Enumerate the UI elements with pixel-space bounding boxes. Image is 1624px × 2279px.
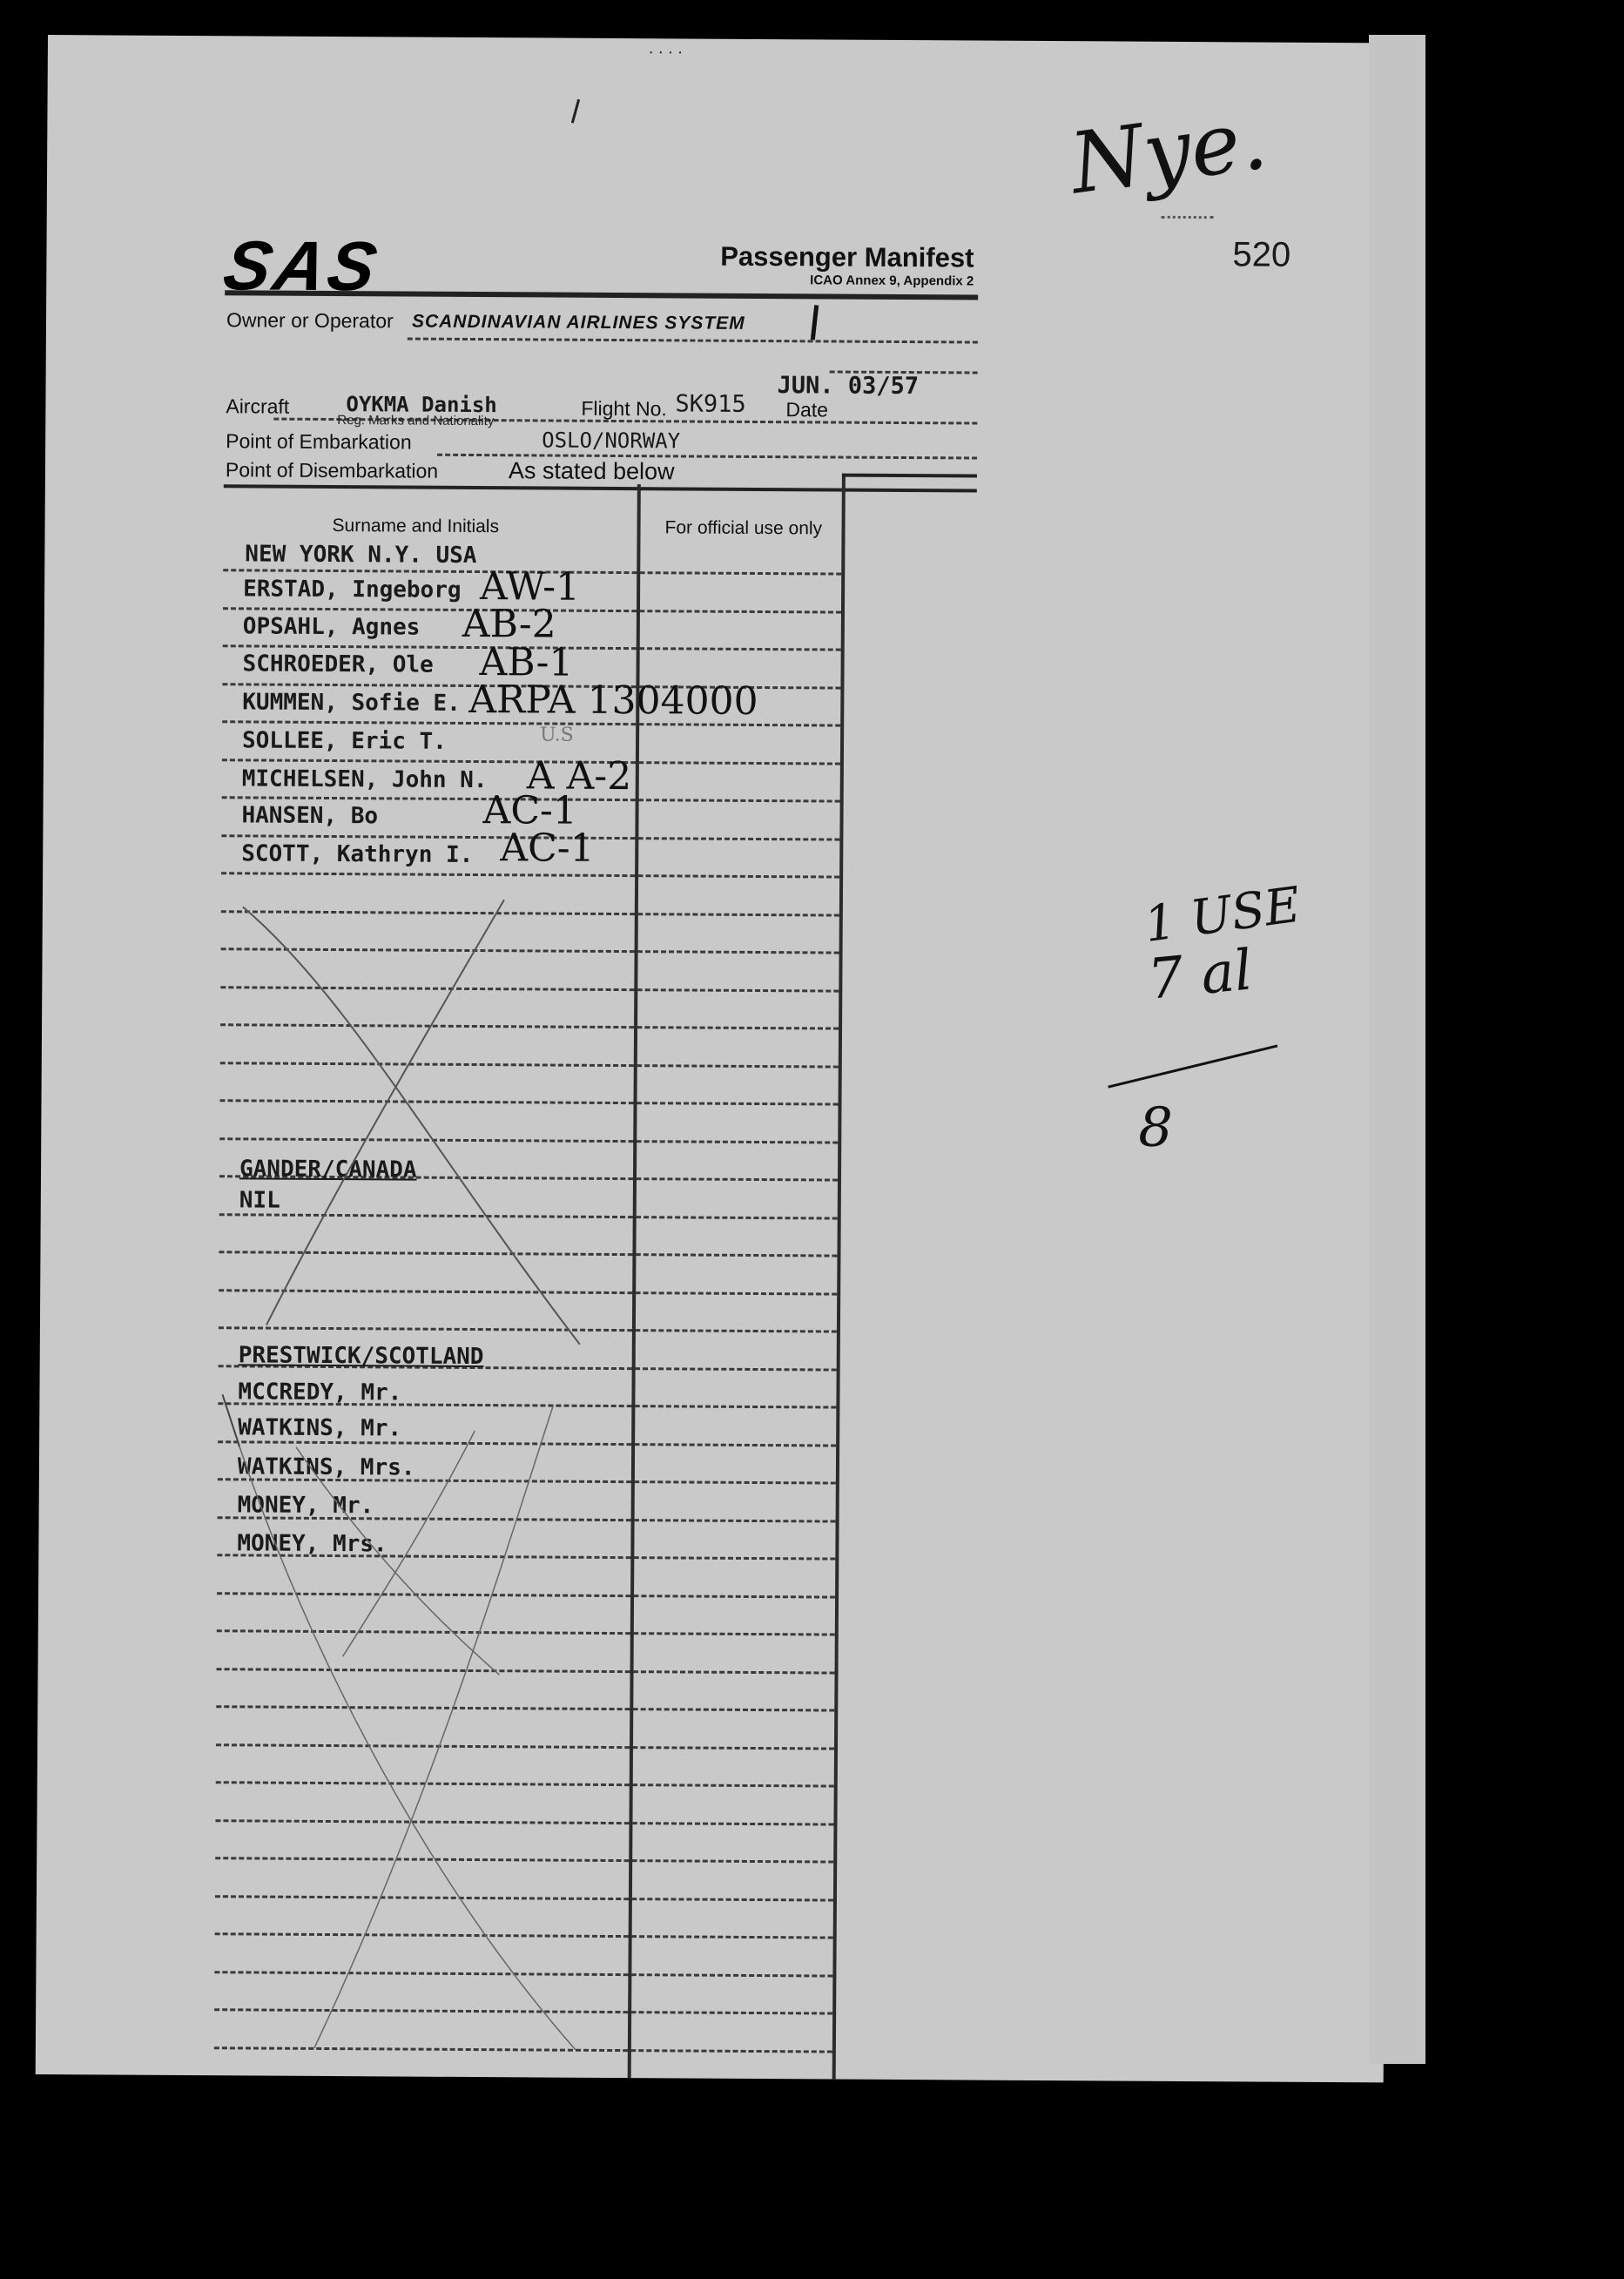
- manifest-title: Passenger Manifest: [720, 240, 974, 273]
- ruled-lines: [48, 35, 1396, 43]
- disembark-value: As stated below: [508, 457, 675, 485]
- passenger-row: MICHELSEN, John N.: [241, 765, 488, 794]
- reg-label: Reg. Marks and Nationality: [337, 413, 495, 429]
- table-top-rule: [224, 484, 977, 492]
- destination-prestwick: PRESTWICK/SCOTLAND: [238, 1342, 484, 1371]
- manifest-subtitle: ICAO Annex 9, Appendix 2: [810, 273, 974, 289]
- owner-rule: [408, 338, 978, 344]
- passenger-row: ERSTAD, Ingeborg: [243, 576, 462, 603]
- cross-out-marks: [210, 889, 652, 2076]
- col-header-names: Surname and Initials: [332, 516, 500, 537]
- col-header-official: For official use only: [664, 517, 823, 539]
- stray-marks: . . . .: [648, 38, 683, 58]
- page-number: 520: [1232, 235, 1291, 274]
- aircraft-label: Aircraft: [226, 394, 290, 418]
- handwritten-note: AC-1: [482, 788, 578, 833]
- handwritten-note: AB-1: [479, 640, 574, 685]
- passenger-row: MONEY, Mr.: [237, 1492, 374, 1520]
- aircraft-value: OYKMA Danish: [346, 392, 497, 418]
- handwritten-note: AB-2: [462, 601, 556, 647]
- embark-label: Point of Embarkation: [226, 429, 412, 454]
- owner-stroke: [811, 305, 819, 340]
- flight-value: SK915: [675, 390, 746, 418]
- passenger-row: OPSAHL, Agnes: [242, 613, 421, 641]
- owner-value: SCANDINAVIAN AIRLINES SYSTEM: [411, 311, 745, 334]
- handwritten-note: ARPA 1304000: [468, 677, 758, 724]
- passenger-row: MCCREDY, Mr.: [238, 1379, 402, 1406]
- side-note-total: 8: [1138, 1095, 1174, 1159]
- embark-value: OSLO/NORWAY: [542, 428, 681, 454]
- column-divider-2: [832, 474, 846, 2080]
- sas-logo: SAS: [218, 226, 387, 306]
- passenger-row: MONEY, Mrs.: [237, 1530, 387, 1558]
- passenger-row: SOLLEE, Eric T.: [241, 727, 447, 755]
- passenger-row: WATKINS, Mr.: [238, 1414, 402, 1442]
- side-note-line1: 1 USE: [1141, 876, 1304, 954]
- side-note-rule: [1108, 1044, 1277, 1088]
- handwritten-note: U.S: [540, 724, 574, 746]
- date-label: Date: [785, 398, 829, 421]
- destination-new-york: NEW YORK N.Y. USA: [245, 541, 477, 570]
- passenger-row: SCOTT, Kathryn I.: [241, 840, 474, 869]
- official-box-top: [842, 474, 977, 478]
- page-edge-shadow: [1369, 35, 1425, 2064]
- passenger-row: SCHROEDER, Ole: [242, 651, 434, 678]
- manifest-sheet: [36, 35, 1396, 2082]
- passenger-row: HANSEN, Bo: [241, 802, 379, 830]
- owner-label: Owner or Operator: [226, 308, 394, 333]
- stray-stroke: [571, 99, 580, 124]
- corner-note: Nye.: [1064, 90, 1273, 213]
- flight-label: Flight No.: [581, 396, 667, 421]
- table-rule: [221, 872, 839, 878]
- date-value: JUN. 03/57: [777, 372, 920, 401]
- handwritten-note: AC-1: [500, 826, 595, 871]
- destination-gander: GANDER/CANADA: [239, 1156, 417, 1183]
- passenger-row: WATKINS, Mrs.: [237, 1453, 415, 1481]
- passenger-row: NIL: [239, 1187, 280, 1214]
- handwritten-note: AW-1: [479, 564, 581, 610]
- disembark-label: Point of Disembarkation: [225, 458, 439, 482]
- side-note-line2: 7 al: [1145, 938, 1256, 1013]
- corner-rule: [1162, 216, 1214, 219]
- passenger-row: KUMMEN, Sofie E.: [242, 689, 461, 717]
- handwritten-note: A A-2: [526, 753, 632, 799]
